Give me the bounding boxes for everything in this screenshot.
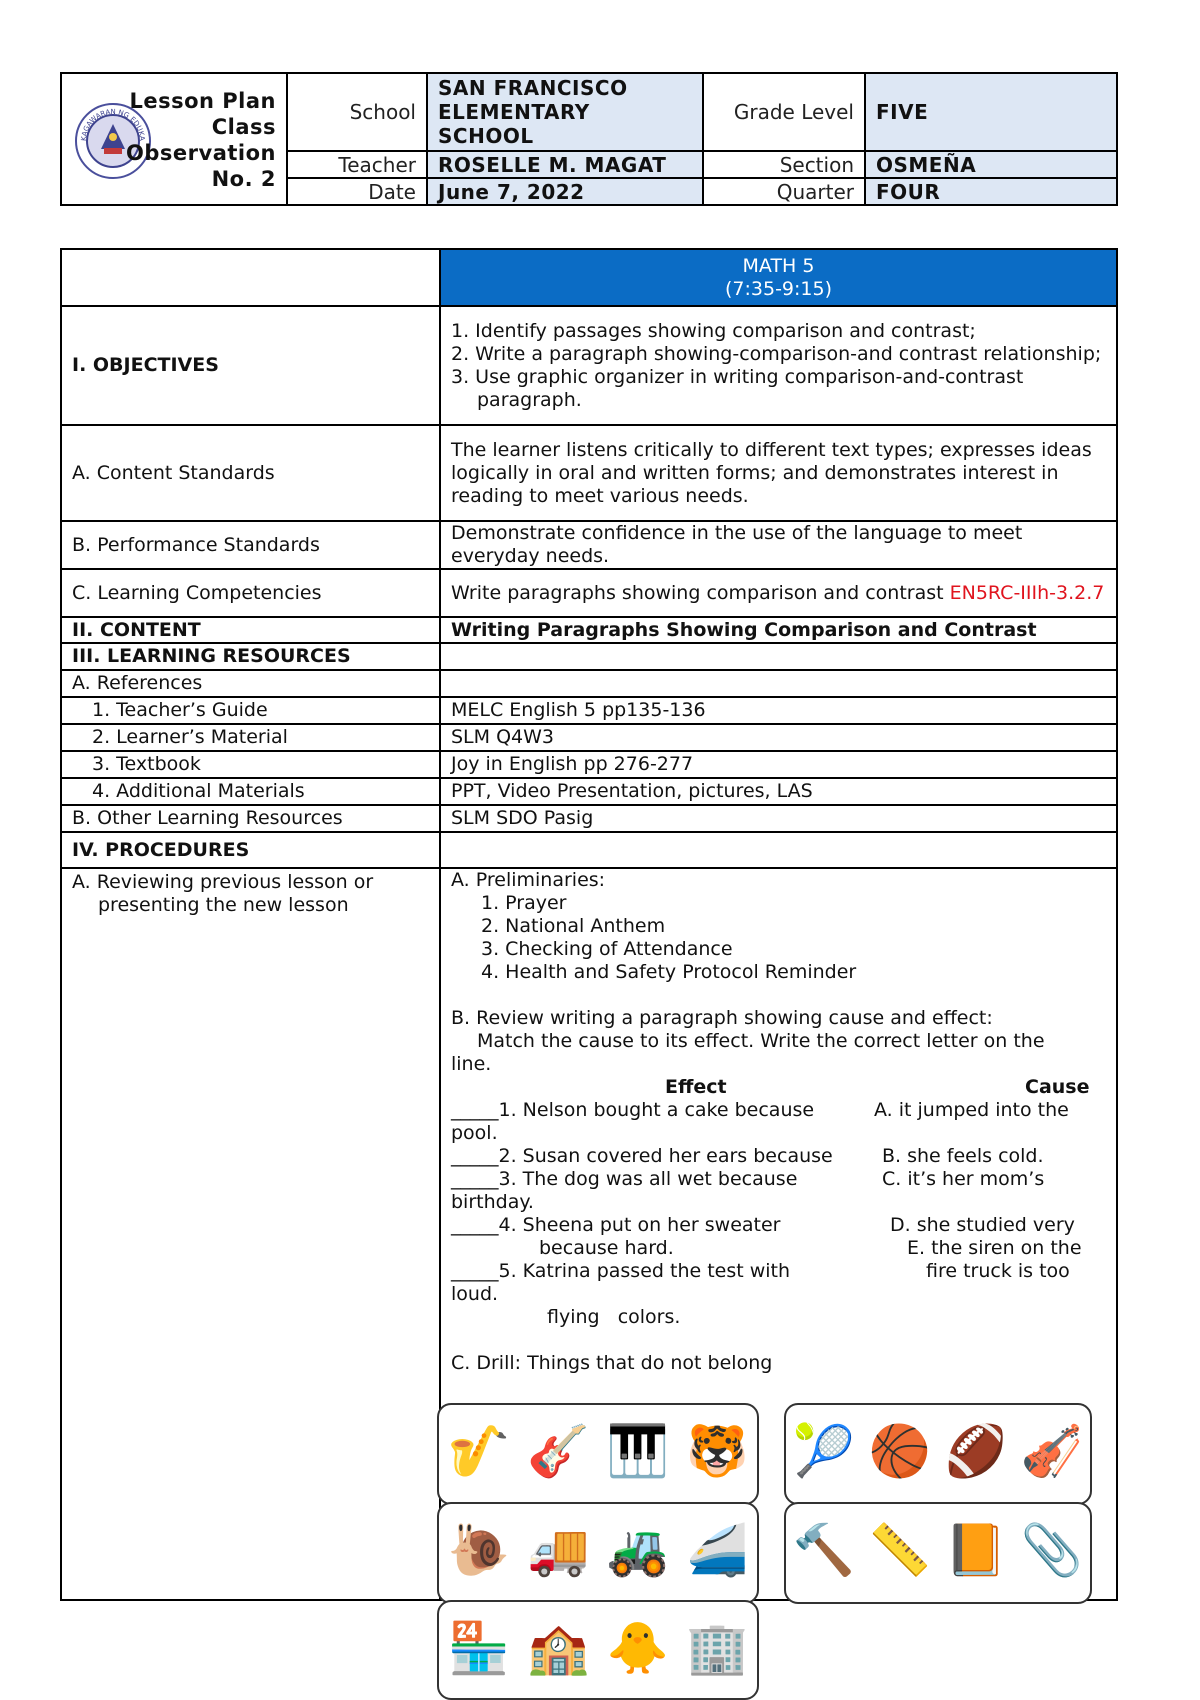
store-icon: 🏪: [447, 1619, 510, 1677]
match-cause: fire truck is too: [926, 1260, 1070, 1282]
match-item: _____3. The dog was all wet because: [451, 1168, 798, 1190]
date-label: Date: [287, 178, 427, 205]
content-standards-label: A. Content Standards: [61, 425, 440, 521]
review-instruction-cont: line.: [451, 1053, 492, 1075]
prelim-item: 1. Prayer: [481, 892, 567, 914]
procedures-label: IV. PROCEDURES: [61, 832, 440, 868]
lesson-plan-table: [60, 248, 1118, 1601]
piano-icon: 🎹: [606, 1422, 669, 1480]
grade-level-value: FIVE: [865, 73, 1117, 151]
teacher-value: ROSELLE M. MAGAT: [427, 151, 703, 178]
subject-header: MATH 5 (7:35-9:15): [440, 249, 1117, 306]
tractor-icon: 🚜: [606, 1521, 669, 1579]
school-value: SAN FRANCISCO ELEMENTARY SCHOOL: [427, 73, 703, 151]
blank-header-cell: [61, 249, 440, 306]
learning-resources-label: III. LEARNING RESOURCES: [61, 643, 440, 670]
football-icon: 🏈: [944, 1422, 1008, 1480]
match-cause: E. the siren on the: [907, 1237, 1082, 1259]
references-label: A. References: [61, 670, 440, 697]
match-item: flying colors.: [547, 1306, 681, 1328]
match-cause: A. it jumped into the: [874, 1099, 1069, 1121]
quarter-value: FOUR: [865, 178, 1117, 205]
preliminaries-title: A. Preliminaries:: [451, 869, 606, 891]
prelim-item: 4. Health and Safety Protocol Reminder: [481, 961, 857, 983]
additional-materials-label: 4. Additional Materials: [61, 778, 440, 805]
other-resources-label: B. Other Learning Resources: [61, 805, 440, 832]
review-instruction: Match the cause to its effect. Write the correct letter on the: [477, 1030, 1045, 1052]
textbook-value: Joy in English pp 276-277: [440, 751, 1117, 778]
guitar-icon: 🎸: [527, 1422, 590, 1480]
school-label: School: [287, 73, 427, 151]
objective-item: 2. Write a paragraph showing-comparison-and contrast relationship;: [451, 342, 1102, 365]
match-item: loud.: [451, 1283, 499, 1305]
review-label-cell: [61, 868, 440, 1600]
header-table: [60, 72, 1118, 206]
date-value: June 7, 2022: [427, 178, 703, 205]
snail-icon: 🐌: [447, 1521, 510, 1579]
textbook-label: 3. Textbook: [61, 751, 440, 778]
references-value: [440, 670, 1117, 697]
hammer-icon: 🔨: [792, 1521, 856, 1579]
logo-title-cell: [61, 73, 287, 205]
lesson-plan-title: Lesson Plan Class Observation No. 2: [126, 89, 276, 191]
drill-set-instruments: [437, 1403, 759, 1505]
teacher-label: Teacher: [287, 151, 427, 178]
procedures-value: [440, 832, 1117, 868]
match-cause: B. she feels cold.: [882, 1145, 1044, 1167]
svg-text:KAGAWARAN NG EDUKASYON: KAGAWARAN NG EDUKA: [79, 107, 147, 142]
match-cause: D. she studied very: [890, 1214, 1075, 1236]
chick-icon: 🐥: [606, 1619, 669, 1677]
prelim-item: 3. Checking of Attendance: [481, 938, 733, 960]
match-item: because hard.: [539, 1237, 674, 1259]
paperclip-icon: 📎: [1020, 1521, 1084, 1579]
drill-set-vehicles: [437, 1502, 759, 1604]
content-standards-text: The learner listens critically to different text types; expresses ideas logically in oral and written forms; and demonstrates interest in reading to meet various needs.: [440, 425, 1117, 521]
section-value: OSMEÑA: [865, 151, 1117, 178]
prelim-item: 2. National Anthem: [481, 915, 666, 937]
review-title: B. Review writing a paragraph showing cause and effect:: [451, 1007, 993, 1029]
cause-header: Cause: [1025, 1076, 1090, 1098]
learning-resources-value: [440, 643, 1117, 670]
ruler-icon: 📏: [868, 1521, 932, 1579]
review-label: A. Reviewing previous lesson or presenting the new lesson: [72, 871, 374, 916]
competency-code: EN5RC-IIIh-3.2.7: [949, 581, 1105, 604]
learning-competencies-label: C. Learning Competencies: [61, 569, 440, 617]
grade-level-label: Grade Level: [703, 73, 865, 151]
teachers-guide-value: MELC English 5 pp135-136: [440, 697, 1117, 724]
tennis-icon: 🎾: [792, 1422, 856, 1480]
match-item: pool.: [451, 1122, 498, 1144]
drill-set-buildings: [437, 1600, 759, 1700]
section-label: Section: [703, 151, 865, 178]
match-cause: C. it’s her mom’s: [882, 1168, 1045, 1190]
content-label: II. CONTENT: [61, 617, 440, 643]
objective-item: 1. Identify passages showing comparison and contrast;: [451, 319, 976, 342]
match-item: _____5. Katrina passed the test with: [451, 1260, 791, 1282]
school-icon: 🏫: [527, 1619, 590, 1677]
effect-header: Effect: [665, 1076, 727, 1098]
drill-set-sports: [784, 1403, 1092, 1505]
objectives-list: [440, 306, 1117, 425]
additional-materials-value: PPT, Video Presentation, pictures, LAS: [440, 778, 1117, 805]
drill-title: C. Drill: Things that do not belong: [451, 1352, 773, 1374]
match-item: birthday.: [451, 1191, 534, 1213]
objectives-label: I. OBJECTIVES: [61, 306, 440, 425]
learners-material-label: 2. Learner’s Material: [61, 724, 440, 751]
drill-set-tools: [784, 1502, 1092, 1604]
learning-competencies-text: Write paragraphs showing comparison and contrast EN5RC-IIIh-3.2.7: [440, 569, 1117, 617]
book-icon: 📙: [944, 1521, 1008, 1579]
tiger-icon: 🐯: [686, 1422, 749, 1480]
content-text: Writing Paragraphs Showing Comparison and Contrast: [440, 617, 1117, 643]
match-item: _____4. Sheena put on her sweater: [451, 1214, 781, 1236]
violin-icon: 🎻: [1020, 1422, 1084, 1480]
performance-standards-text: Demonstrate confidence in the use of the language to meet everyday needs.: [440, 521, 1117, 569]
match-item: _____1. Nelson bought a cake because: [451, 1099, 815, 1121]
objective-item: 3. Use graphic organizer in writing comparison-and-contrast paragraph.: [451, 365, 1024, 411]
performance-standards-label: B. Performance Standards: [61, 521, 440, 569]
learners-material-value: SLM Q4W3: [440, 724, 1117, 751]
truck-icon: 🚚: [527, 1521, 590, 1579]
other-resources-value: SLM SDO Pasig: [440, 805, 1117, 832]
building-icon: 🏢: [686, 1619, 749, 1677]
saxophone-icon: 🎷: [447, 1422, 510, 1480]
teachers-guide-label: 1. Teacher’s Guide: [61, 697, 440, 724]
basketball-icon: 🏀: [868, 1422, 932, 1480]
quarter-label: Quarter: [703, 178, 865, 205]
match-item: _____2. Susan covered her ears because: [451, 1145, 833, 1167]
train-icon: 🚄: [686, 1521, 749, 1579]
